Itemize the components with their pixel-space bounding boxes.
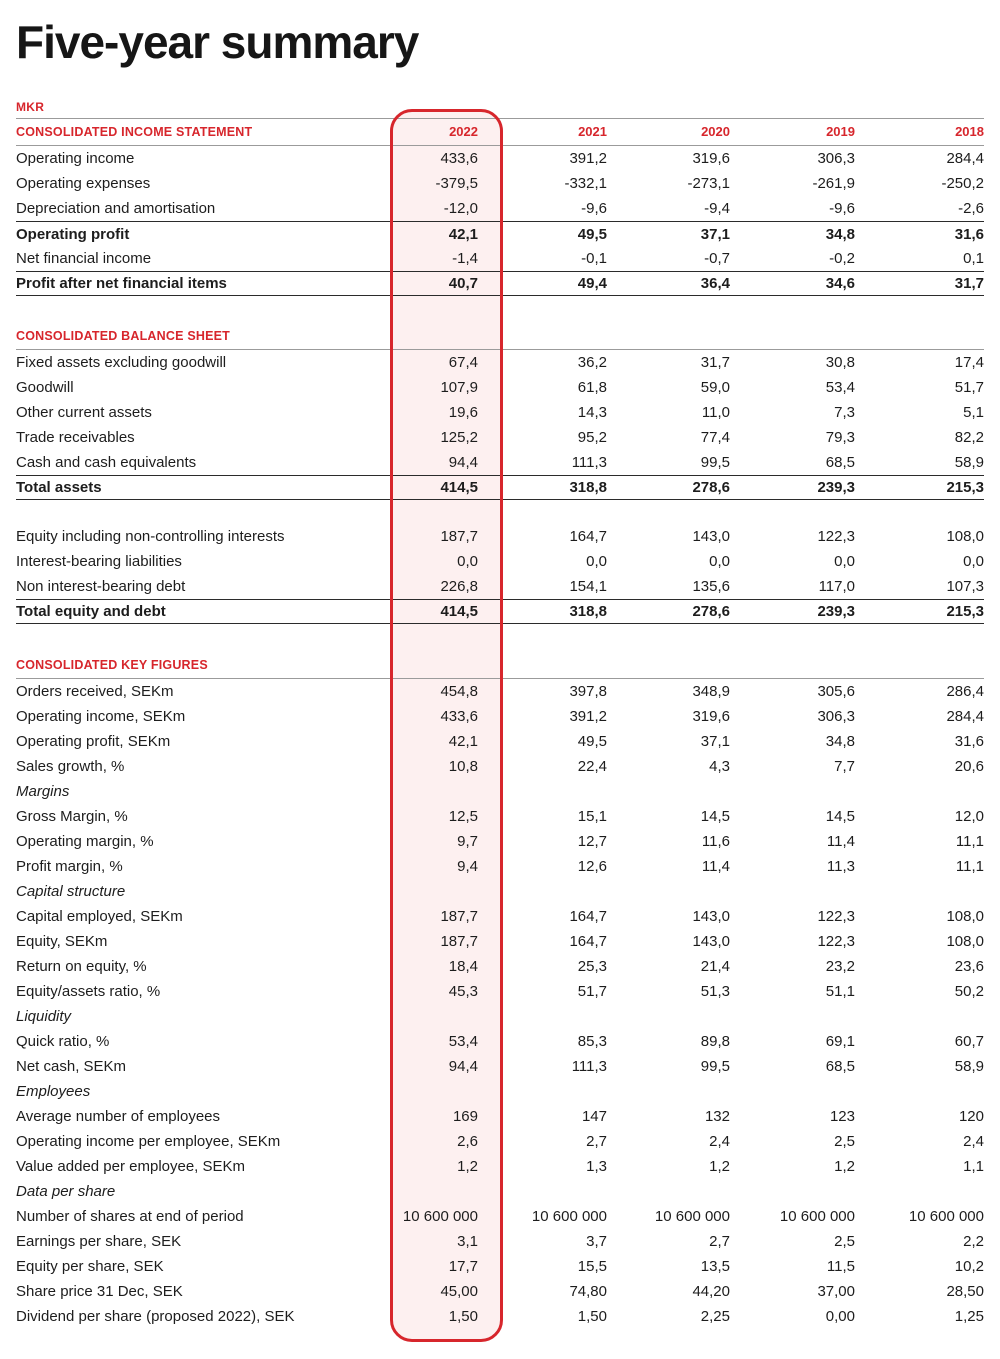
- table-row: [16, 1004, 984, 1029]
- table-row: [16, 904, 984, 929]
- table-row: [16, 171, 984, 196]
- cell-2019: 0,00: [825, 1308, 855, 1325]
- table-row: [16, 979, 984, 1004]
- cell-2018: 2,4: [963, 1133, 984, 1150]
- cell-2018: 58,9: [954, 1058, 984, 1075]
- spacer-row: [16, 624, 984, 652]
- cell-2020: 2,4: [709, 1133, 730, 1150]
- cell-2020: 77,4: [700, 429, 730, 446]
- table-row: [16, 754, 984, 779]
- cell-2022: 454,8: [440, 683, 478, 700]
- row-label: Liquidity: [16, 1008, 72, 1025]
- section-header-label: CONSOLIDATED BALANCE SHEET: [16, 329, 231, 343]
- section-header: [16, 652, 984, 679]
- cell-2021: 22,4: [577, 758, 607, 775]
- cell-2021: 14,3: [577, 404, 607, 421]
- cell-2020: 99,5: [700, 1058, 730, 1075]
- cell-2021: 2,7: [586, 1133, 607, 1150]
- table-row: [16, 1179, 984, 1204]
- cell-2018: 120: [958, 1108, 984, 1125]
- cell-2022: 45,3: [448, 983, 478, 1000]
- spacer-row: [16, 500, 984, 524]
- cell-2022: 45,00: [440, 1283, 478, 1300]
- cell-2018: 108,0: [946, 528, 984, 545]
- row-label: Sales growth, %: [16, 758, 125, 775]
- row-label: Total equity and debt: [16, 603, 166, 620]
- unit-label: MKR: [16, 100, 45, 114]
- cell-2020: 11,0: [701, 404, 730, 421]
- cell-2019: 306,3: [817, 708, 855, 725]
- section-header: [16, 323, 984, 350]
- table-row: [16, 246, 984, 271]
- table-row: [16, 574, 984, 599]
- row-label: Operating income, SEKm: [16, 708, 186, 725]
- row-label: Operating margin, %: [16, 833, 154, 850]
- table-row: [16, 779, 984, 804]
- cell-2022: 42,1: [448, 225, 478, 243]
- cell-2020: 31,7: [700, 354, 730, 371]
- cell-2020: 319,6: [692, 708, 730, 725]
- cell-2021: 111,3: [571, 454, 607, 471]
- cell-2020: 278,6: [692, 603, 730, 620]
- cell-2018: 1,25: [954, 1308, 984, 1325]
- row-label: Share price 31 Dec, SEK: [16, 1283, 183, 1300]
- cell-2020: 2,25: [700, 1308, 730, 1325]
- cell-2020: 59,0: [700, 379, 730, 396]
- row-label: Interest-bearing liabilities: [16, 553, 182, 570]
- cell-2021: 1,50: [577, 1308, 607, 1325]
- cell-2021: 318,8: [569, 479, 607, 496]
- cell-2021: 15,5: [577, 1258, 607, 1275]
- cell-2018: 11,1: [955, 833, 984, 850]
- row-label: Net cash, SEKm: [16, 1058, 127, 1075]
- cell-2019: 37,00: [817, 1283, 855, 1300]
- cell-2020: 1,2: [709, 1158, 730, 1175]
- table-row: [16, 549, 984, 574]
- table-row: [16, 599, 984, 624]
- cell-2021: 3,7: [586, 1233, 607, 1250]
- cell-2022: 10,8: [448, 758, 478, 775]
- table-row: [16, 524, 984, 549]
- cell-2019: 1,2: [834, 1158, 855, 1175]
- cell-2018: 2,2: [963, 1233, 984, 1250]
- row-label: Value added per employee, SEKm: [16, 1158, 246, 1175]
- cell-2021: 12,7: [577, 833, 607, 850]
- year-header-2022: 2022: [449, 124, 478, 139]
- cell-2022: 3,1: [457, 1233, 478, 1250]
- cell-2020: 14,5: [700, 808, 730, 825]
- row-label: Equity per share, SEK: [16, 1258, 164, 1275]
- row-label: Operating income: [16, 150, 135, 167]
- cell-2022: 42,1: [448, 733, 478, 750]
- row-label: Margins: [16, 783, 70, 800]
- row-label: Data per share: [16, 1183, 116, 1200]
- cell-2022: 17,7: [448, 1258, 478, 1275]
- cell-2020: 51,3: [700, 983, 730, 1000]
- cell-2018: 82,2: [954, 429, 984, 446]
- cell-2019: 23,2: [825, 958, 855, 975]
- row-label: Profit margin, %: [16, 858, 123, 875]
- year-header-2019: 2019: [826, 124, 855, 139]
- row-label: Quick ratio, %: [16, 1033, 110, 1050]
- cell-2019: 122,3: [817, 908, 855, 925]
- cell-2018: 284,4: [946, 150, 984, 167]
- cell-2022: 433,6: [440, 150, 478, 167]
- cell-2020: -9,4: [704, 200, 730, 217]
- cell-2021: 1,3: [586, 1158, 607, 1175]
- section-header: [16, 118, 984, 146]
- cell-2021: 397,8: [569, 683, 607, 700]
- table-row: [16, 729, 984, 754]
- table-row: [16, 829, 984, 854]
- section-header-label: CONSOLIDATED KEY FIGURES: [16, 658, 208, 672]
- table-row: [16, 375, 984, 400]
- table-row: [16, 1304, 984, 1329]
- cell-2020: 4,3: [709, 758, 730, 775]
- cell-2018: 108,0: [946, 933, 984, 950]
- row-label: Number of shares at end of period: [16, 1208, 244, 1225]
- cell-2021: 49,4: [577, 275, 607, 292]
- cell-2018: 108,0: [946, 908, 984, 925]
- cell-2020: 37,1: [700, 733, 730, 750]
- cell-2022: 414,5: [440, 603, 478, 620]
- row-label: Capital employed, SEKm: [16, 908, 183, 925]
- cell-2022: 67,4: [448, 354, 478, 371]
- cell-2019: 122,3: [817, 528, 855, 545]
- cell-2020: 132: [704, 1108, 730, 1125]
- cell-2022: 226,8: [440, 578, 478, 595]
- cell-2019: 34,8: [825, 733, 855, 750]
- cell-2020: 2,7: [709, 1233, 730, 1250]
- cell-2021: 61,8: [577, 379, 607, 396]
- row-label: Operating profit: [16, 225, 130, 243]
- cell-2019: -9,6: [829, 200, 855, 217]
- cell-2022: -1,4: [452, 250, 478, 267]
- cell-2021: 51,7: [577, 983, 607, 1000]
- cell-2022: 12,5: [448, 808, 478, 825]
- table-row: [16, 1254, 984, 1279]
- cell-2020: 13,5: [700, 1258, 730, 1275]
- cell-2019: 0,0: [834, 553, 855, 570]
- cell-2022: 187,7: [440, 933, 478, 950]
- cell-2019: 34,8: [825, 225, 855, 243]
- cell-2019: 68,5: [825, 1058, 855, 1075]
- table-row: [16, 854, 984, 879]
- row-label: Equity, SEKm: [16, 933, 108, 950]
- cell-2022: 40,7: [448, 275, 478, 292]
- cell-2021: 36,2: [577, 354, 607, 371]
- table-rows: [16, 118, 984, 1329]
- cell-2022: 1,2: [457, 1158, 478, 1175]
- table-row: [16, 804, 984, 829]
- cell-2018: 5,1: [963, 404, 984, 421]
- cell-2018: 60,7: [954, 1033, 984, 1050]
- cell-2022: 9,7: [457, 833, 478, 850]
- cell-2018: 31,6: [954, 733, 984, 750]
- cell-2021: 164,7: [569, 528, 607, 545]
- summary-table: [16, 118, 984, 1329]
- year-header-2020: 2020: [701, 124, 730, 139]
- cell-2021: 12,6: [577, 858, 607, 875]
- row-label: Capital structure: [16, 883, 126, 900]
- row-label: Gross Margin, %: [16, 808, 128, 825]
- cell-2021: 164,7: [569, 933, 607, 950]
- row-label: Non interest-bearing debt: [16, 578, 186, 595]
- table-row: [16, 425, 984, 450]
- cell-2019: 34,6: [825, 275, 855, 292]
- cell-2020: 143,0: [692, 908, 730, 925]
- cell-2021: 164,7: [569, 908, 607, 925]
- cell-2022: 414,5: [440, 479, 478, 496]
- cell-2021: 147: [581, 1108, 607, 1125]
- cell-2019: 11,4: [826, 833, 855, 850]
- cell-2022: 187,7: [440, 528, 478, 545]
- row-label: Cash and cash equivalents: [16, 454, 197, 471]
- cell-2020: 135,6: [692, 578, 730, 595]
- row-label: Net financial income: [16, 250, 152, 267]
- cell-2022: -12,0: [443, 200, 478, 217]
- table-row: [16, 196, 984, 221]
- table-row: [16, 271, 984, 296]
- table-row: [16, 146, 984, 171]
- cell-2019: 122,3: [817, 933, 855, 950]
- cell-2022: 169: [452, 1108, 478, 1125]
- table-row: [16, 450, 984, 475]
- cell-2018: 58,9: [954, 454, 984, 471]
- row-label: Orders received, SEKm: [16, 683, 174, 700]
- cell-2018: -250,2: [941, 175, 984, 192]
- section-header-label: CONSOLIDATED INCOME STATEMENT: [16, 125, 253, 139]
- spacer-row: [16, 296, 984, 323]
- cell-2018: 1,1: [963, 1158, 984, 1175]
- cell-2020: 89,8: [700, 1033, 730, 1050]
- cell-2021: -9,6: [581, 200, 607, 217]
- year-header-2018: 2018: [955, 124, 984, 139]
- row-label: Earnings per share, SEK: [16, 1233, 182, 1250]
- cell-2022: 2,6: [457, 1133, 478, 1150]
- cell-2019: 239,3: [817, 479, 855, 496]
- cell-2022: 94,4: [448, 1058, 478, 1075]
- cell-2019: 2,5: [834, 1233, 855, 1250]
- cell-2020: 11,6: [701, 833, 730, 850]
- row-label: Depreciation and amortisation: [16, 200, 216, 217]
- cell-2022: 18,4: [448, 958, 478, 975]
- cell-2021: 49,5: [577, 733, 607, 750]
- table-row: [16, 1204, 984, 1229]
- cell-2022: 107,9: [440, 379, 478, 396]
- cell-2022: 53,4: [448, 1033, 478, 1050]
- table-row: [16, 475, 984, 500]
- table-row: [16, 350, 984, 375]
- cell-2020: 348,9: [692, 683, 730, 700]
- row-label: Return on equity, %: [16, 958, 147, 975]
- cell-2021: 391,2: [569, 708, 607, 725]
- cell-2020: 36,4: [700, 275, 730, 292]
- cell-2019: 123: [829, 1108, 855, 1125]
- table-row: [16, 1229, 984, 1254]
- cell-2021: -0,1: [581, 250, 607, 267]
- cell-2020: 143,0: [692, 933, 730, 950]
- cell-2019: 11,5: [826, 1258, 855, 1275]
- cell-2021: 15,1: [577, 808, 607, 825]
- cell-2020: 0,0: [709, 553, 730, 570]
- table-row: [16, 1279, 984, 1304]
- row-label: Employees: [16, 1083, 91, 1100]
- table-row: [16, 1129, 984, 1154]
- table-row: [16, 704, 984, 729]
- cell-2021: 318,8: [569, 603, 607, 620]
- row-label: Profit after net financial items: [16, 275, 227, 292]
- cell-2018: 50,2: [954, 983, 984, 1000]
- cell-2022: 433,6: [440, 708, 478, 725]
- row-label: Goodwill: [16, 379, 74, 396]
- cell-2019: 30,8: [825, 354, 855, 371]
- cell-2020: -273,1: [687, 175, 730, 192]
- cell-2018: 286,4: [946, 683, 984, 700]
- cell-2021: 85,3: [577, 1033, 607, 1050]
- table-row: [16, 1079, 984, 1104]
- cell-2019: 51,1: [825, 983, 855, 1000]
- cell-2022: 10 600 000: [402, 1208, 478, 1225]
- cell-2019: 2,5: [834, 1133, 855, 1150]
- cell-2022: 9,4: [457, 858, 478, 875]
- row-label: Trade receivables: [16, 429, 135, 446]
- cell-2022: 0,0: [457, 553, 478, 570]
- cell-2019: 117,0: [818, 578, 855, 595]
- cell-2021: 95,2: [577, 429, 607, 446]
- cell-2019: 10 600 000: [779, 1208, 855, 1225]
- cell-2019: 53,4: [825, 379, 855, 396]
- cell-2018: 10,2: [954, 1258, 984, 1275]
- cell-2022: 19,6: [448, 404, 478, 421]
- row-label: Dividend per share (proposed 2022), SEK: [16, 1308, 295, 1325]
- cell-2018: 107,3: [946, 578, 984, 595]
- cell-2019: 7,3: [834, 404, 855, 421]
- cell-2018: 31,7: [954, 275, 984, 292]
- row-label: Other current assets: [16, 404, 152, 421]
- page-title: Five-year summary: [16, 16, 419, 68]
- cell-2021: 74,80: [569, 1283, 607, 1300]
- cell-2020: 278,6: [692, 479, 730, 496]
- cell-2021: 10 600 000: [531, 1208, 607, 1225]
- cell-2022: 94,4: [448, 454, 478, 471]
- cell-2019: 7,7: [834, 758, 855, 775]
- table-row: [16, 679, 984, 704]
- cell-2022: 1,50: [448, 1308, 478, 1325]
- table-row: [16, 954, 984, 979]
- cell-2018: 215,3: [946, 603, 984, 620]
- cell-2019: 68,5: [825, 454, 855, 471]
- cell-2020: 143,0: [692, 528, 730, 545]
- cell-2021: 111,3: [571, 1058, 607, 1075]
- table-row: [16, 221, 984, 246]
- cell-2019: -261,9: [812, 175, 855, 192]
- cell-2018: 12,0: [954, 808, 984, 825]
- row-label: Average number of employees: [16, 1108, 221, 1125]
- row-label: Equity including non-controlling interests: [16, 528, 285, 545]
- table-row: [16, 1029, 984, 1054]
- row-label: Equity/assets ratio, %: [16, 983, 161, 1000]
- cell-2020: 21,4: [700, 958, 730, 975]
- cell-2018: -2,6: [958, 200, 984, 217]
- row-label: Operating income per employee, SEKm: [16, 1133, 281, 1150]
- cell-2020: 37,1: [700, 225, 730, 243]
- cell-2019: -0,2: [829, 250, 855, 267]
- cell-2020: 99,5: [700, 454, 730, 471]
- cell-2018: 17,4: [954, 354, 984, 371]
- cell-2020: -0,7: [704, 250, 730, 267]
- cell-2019: 305,6: [817, 683, 855, 700]
- cell-2021: 49,5: [577, 225, 607, 243]
- cell-2018: 284,4: [946, 708, 984, 725]
- cell-2021: 0,0: [586, 553, 607, 570]
- cell-2019: 14,5: [825, 808, 855, 825]
- cell-2020: 11,4: [701, 858, 730, 875]
- table-row: [16, 1104, 984, 1129]
- cell-2022: 187,7: [440, 908, 478, 925]
- cell-2021: -332,1: [564, 175, 607, 192]
- table-row: [16, 400, 984, 425]
- cell-2019: 69,1: [825, 1033, 855, 1050]
- table-row: [16, 929, 984, 954]
- cell-2018: 31,6: [954, 225, 984, 243]
- cell-2020: 10 600 000: [654, 1208, 730, 1225]
- cell-2019: 306,3: [817, 150, 855, 167]
- cell-2019: 11,3: [826, 858, 855, 875]
- cell-2020: 44,20: [692, 1283, 730, 1300]
- cell-2018: 215,3: [946, 479, 984, 496]
- year-header-2021: 2021: [578, 124, 607, 139]
- cell-2021: 25,3: [577, 958, 607, 975]
- cell-2022: 125,2: [440, 429, 478, 446]
- cell-2020: 319,6: [692, 150, 730, 167]
- cell-2018: 51,7: [954, 379, 984, 396]
- row-label: Fixed assets excluding goodwill: [16, 354, 227, 371]
- cell-2021: 154,1: [569, 578, 607, 595]
- cell-2018: 11,1: [955, 858, 984, 875]
- cell-2018: 10 600 000: [908, 1208, 984, 1225]
- row-label: Operating profit, SEKm: [16, 733, 171, 750]
- cell-2022: -379,5: [435, 175, 478, 192]
- cell-2018: 20,6: [954, 758, 984, 775]
- row-label: Total assets: [16, 479, 102, 496]
- cell-2019: 239,3: [817, 603, 855, 620]
- cell-2021: 391,2: [569, 150, 607, 167]
- cell-2018: 0,1: [963, 250, 984, 267]
- cell-2018: 0,0: [963, 553, 984, 570]
- cell-2019: 79,3: [825, 429, 855, 446]
- table-row: [16, 879, 984, 904]
- row-label: Operating expenses: [16, 175, 151, 192]
- table-row: [16, 1154, 984, 1179]
- cell-2018: 23,6: [954, 958, 984, 975]
- table-row: [16, 1054, 984, 1079]
- cell-2018: 28,50: [946, 1283, 984, 1300]
